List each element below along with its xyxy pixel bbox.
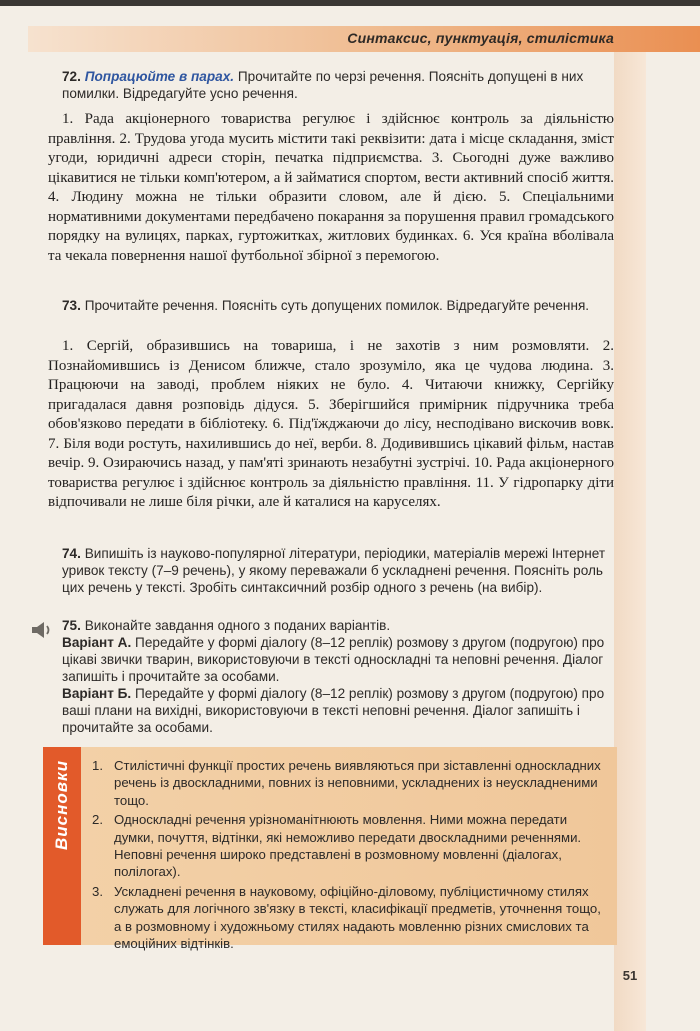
task-75-instruction — [62, 617, 614, 736]
variant-a-label: Варіант А. — [62, 635, 132, 650]
task-72-sentences: 1. Рада акціонерного товариства регулює і здійснює контроль за діяльністю правління. 2. Трудова угода мусить містити такі реквізити: дата і місце складання, зміст угоди, юридичні адреси сторін, печатка підприємства. 3. Сьогодні дуже важливо цікавитися не тільки комп'ютером, а й займатися спортом, вести активний спосіб життя. 4. Людину можна не тільки образити словом, але й дією. 5. Спеціальними нормативними документами передбачено покарання за порушення правил громадського порядку на вулицях, парках, гуртожитках, житлових будинках. 6. Уся країна вболівала та чекала повернення нашої футбольної збірної з перемогою. — [48, 111, 614, 264]
variant-a — [62, 634, 614, 685]
top-border — [0, 0, 700, 6]
task-72-instruction — [62, 68, 614, 102]
task-73-sentences: 1. Сергій, образившись на товариша, і не захотів з ним розмовляти. 2. Познайомившись із Денисом ближче, стало зрозуміло, яка це чудова людина. 3. Працюючи на заводі, проблем ніяких не було. 4. Читаючи книжку, Сергійку пригадалася давня розповідь дідуся. 5. Зберігшийся примірник підручника треба обов'язково передати в бібліотеку. 6. Під'їжджаючи до лісу, несподівано вискочив вовк. 7. Біля води ростуть, нахилившись до неї, верби. 8. Додивившись цікавий фільм, настав вечір. 9. Озираючись назад, у пам'яті зринають незабутні зустрічі. 10. Рада акціонерного товариства регулює і здійснює контроль за діяльністю правління. 11. У гідропарку діти відпочивали не лише біля річки, але й каталися на каруселях. — [48, 338, 614, 510]
conclusion-item — [92, 883, 608, 953]
conclusions-list — [92, 757, 608, 954]
task-73-instruction — [62, 297, 614, 314]
variant-b — [62, 685, 614, 736]
conclusion-text: Односкладні речення урізноманітнюють мовлення. Ними можна передати думки, почуття, відтінки, які неможливо передати двоскладними реченнями. Неповні речення широко представлені в розмовному мовленні (діалогах, полілогах). — [114, 812, 582, 880]
task-text: Виконайте завдання одного з поданих варіантів. — [84, 618, 391, 633]
conclusion-text: Стилістичні функції простих речень виявляються при зіставленні односкладних речень із двоскладними, повних із неповними, ускладнених із неускладненими тощо. — [114, 758, 601, 808]
conclusion-number: 2. — [92, 812, 103, 828]
page-number: 51 — [622, 968, 638, 983]
conclusion-number: 1. — [92, 758, 103, 773]
task-text: Прочитайте речення. Поясніть суть допущених помилок. Відредагуйте речення. — [84, 298, 590, 313]
task-text: Випишіть із науково-популярної літератури, періодики, матеріалів мережі Інтернет уривок тексту (7–9 речень), у якому переважали б ускладнені речення. Поясніть роль цих речень у тексті. Зробіть синтаксичний розбір одного з речень (на вибір). — [62, 546, 606, 595]
task-74-instruction — [62, 545, 614, 596]
variant-b-text: Передайте у формі діалогу (8–12 реплік) розмову з другом (подругою) про ваші плани на вихідні, використовуючи в тексті неповні речення. Діалог запишіть і прочитайте за особами. — [62, 686, 605, 735]
variant-b-label: Варіант Б. — [62, 686, 132, 701]
section-title: Синтаксис, пунктуація, стилістика — [347, 30, 614, 46]
task-number: 74. — [62, 546, 81, 561]
task-number: 75. — [62, 618, 81, 633]
conclusion-item — [92, 811, 608, 881]
right-margin-strip — [614, 52, 646, 1031]
conclusion-item — [92, 757, 608, 809]
conclusions-label: Висновки — [52, 759, 71, 851]
task-text: Прочитайте по черзі речення. Поясніть допущені в них помилки. Відредагуйте усно речення. — [62, 69, 584, 101]
variant-a-text: Передайте у формі діалогу (8–12 реплік) розмову з другом (подругою) про цікаві звички тварин, використовуючи в тексті односкладні та неповні речення. Діалог запишіть і прочитайте за особами. — [62, 635, 605, 684]
task-title: Попрацюйте в парах. — [84, 69, 235, 84]
speaker-icon — [29, 618, 53, 642]
task-number: 72. — [62, 69, 81, 84]
conclusion-number: 3. — [92, 883, 103, 899]
conclusion-text: Ускладнені речення в науковому, офіційно-діловому, публіцистичному стилях служать для логічного зв'язку в тексті, класифікації предметів, уточнення тощо, а в розмовному і художньому стилях надають мовленню різних смислових та емоційних відтінків. — [114, 883, 601, 952]
task-number: 73. — [62, 298, 81, 313]
